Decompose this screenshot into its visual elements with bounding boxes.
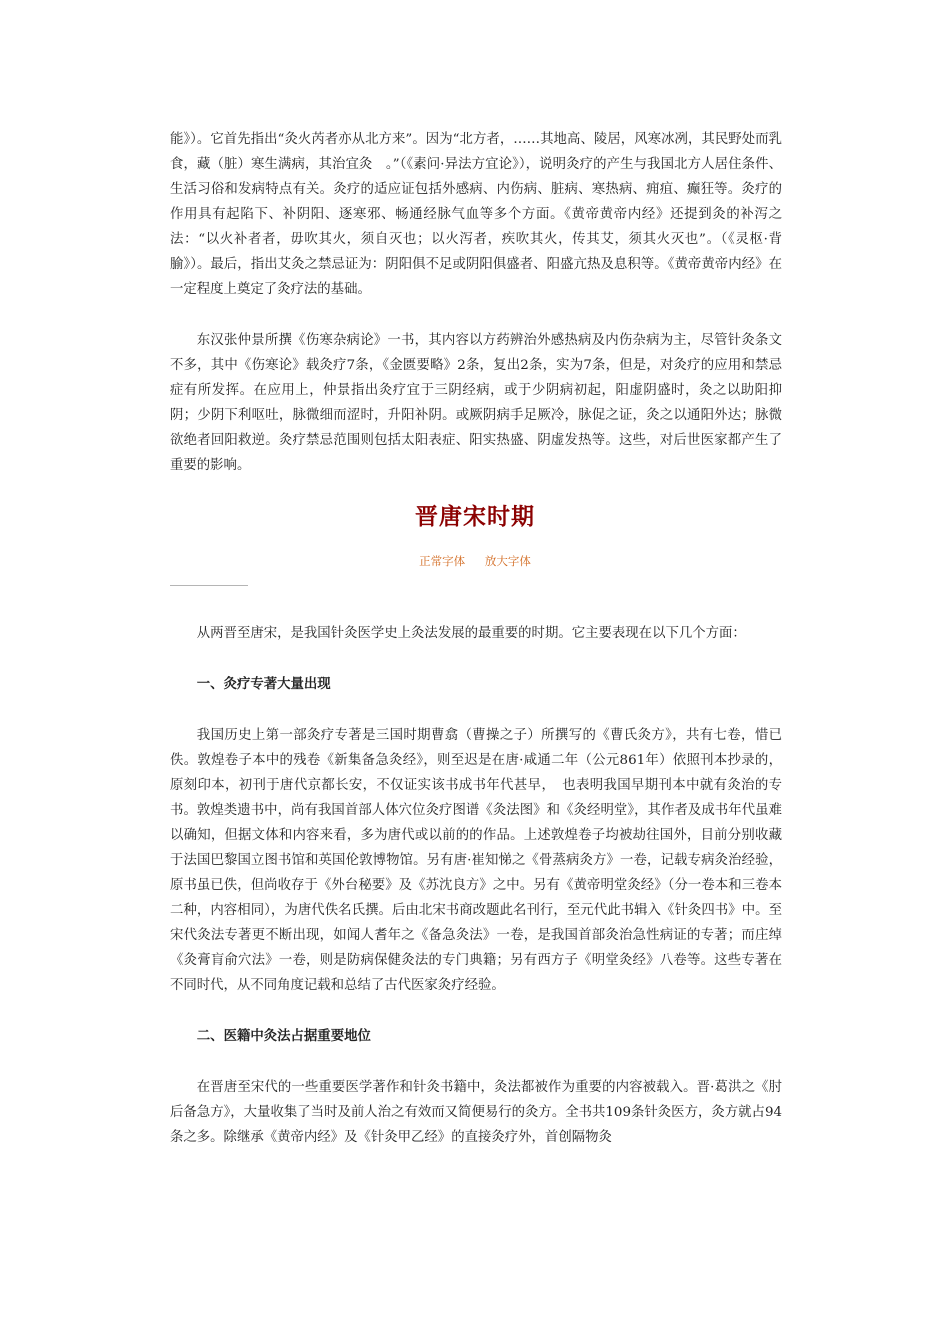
divider <box>170 585 248 586</box>
intro-text <box>170 127 782 478</box>
section-title: 晋唐宋时期 <box>415 504 535 530</box>
subheading: 一、灸疗专著大量出现 <box>196 677 331 692</box>
normal-font-link[interactable]: 正常字体 <box>419 554 466 568</box>
lead-paragraph: 从两晋至唐宋，是我国针灸医学史上灸法发展的最重要的时期。它主要表现在以下几个方面： <box>196 626 746 641</box>
paragraph: 在晋唐至宋代的一些重要医学著作和针灸书籍中，灸法都被作为重要的内容被载入。晋·葛洪之《肘后备急方》，大量收集了当时及前人治之有效而又简便易行的灸方。全书共109条针灸医方，灸方就占94条之多。除继承《黄帝内经》及《针灸甲乙经》的直接灸疗外，首创隔物灸 <box>170 1080 782 1145</box>
subheading: 二、医籍中灸法占据重要地位 <box>196 1029 371 1044</box>
paragraph: 能》）。它首先指出“灸火芮者亦从北方来”。因为“北方者，……其地高、陵居，风寒冰冽，其民野处而乳食，藏（脏）寒生满病，其治宜灸 。”（《素问·异法方宜论》），说明灸疗的产生与我国北方人居住条件、生活习俗和发病特点有关。灸疗的适应证包括外感病、内伤病、脏病、寒热病、痈疽、癫狂等。灸疗的作用具有起陷下、补阴阳、逐寒邪、畅通经脉气血等多个方面。《黄帝黄帝内经》还提到灸的补泻之法：“以火补者者，毋吹其火，须自灭也；以火泻者，疾吹其火，传其艾，须其火灭也”。（《灵枢·背腧》）。最后，指出艾灸之禁忌证为：阴阳俱不足或阴阳俱盛者、阳盛亢热及息积等。《黄帝黄帝内经》在一定程度上奠定了灸疗法的基础。 <box>170 132 782 297</box>
section-body <box>170 621 782 1150</box>
paragraph: 东汉张仲景所撰《伤寒杂病论》一书，其内容以方药辨治外感热病及内伤杂病为主，尽管针灸条文不多，其中《伤寒论》载灸疗7条，《金匮要略》2条，复出2条，实为7条，但是，对灸疗的应用和禁忌症有所发挥。在应用上，仲景指出灸疗宜于三阴经病，或于少阴病初起，阳虚阴盛时，灸之以助阳抑阴；少阴下利呕吐，脉微细而涩时，升阳补阴。或厥阴病手足厥冷，脉促之证，灸之以通阳外达；脉微欲绝者回阳救逆。灸疗禁忌范围则包括太阳表症、阳实热盛、阴虚发热等。这些，对后世医家都产生了重要的影响。 <box>170 333 782 473</box>
font-size-controls <box>0 553 950 569</box>
large-font-link[interactable]: 放大字体 <box>484 554 531 568</box>
paragraph: 我国历史上第一部灸疗专著是三国时期曹翕（曹操之子）所撰写的《曹氏灸方》，共有七卷，惜已佚。敦煌卷子本中的残卷《新集备急灸经》，则至迟是在唐·咸通二年（公元861年）依照刊本抄录的，原刻印本，初刊于唐代京都长安，不仅证实该书成书年代甚早， 也表明我国早期刊本中就有灸治的专书。敦煌类遗书中，尚有我国首部人体穴位灸疗图谱《灸法图》和《灸经明堂》，其作者及成书年代虽难以确知，但据文体和内容来看，多为唐代或以前的的作品。上述敦煌卷子均被劫往国外，目前分别收藏于法国巴黎国立图书馆和英国伦敦博物馆。另有唐·崔知悌之《骨蒸病灸方》一卷，记载专病灸治经验，原书虽已佚，但尚收存于《外台秘要》及《苏沈良方》之中。另有《黄帝明堂灸经》（分一卷本和三卷本二种，内容相同），为唐代佚名氏撰。后由北宋书商改题此名刊行，至元代此书辑入《针灸四书》中。至宋代灸法专著更不断出现，如闻人耆年之《备急灸法》一卷，是我国首部灸治急性病证的专著；而庄绰《灸膏肓俞穴法》一卷，则是防病保健灸法的专门典籍；另有西方子《明堂灸经》八卷等。这些专著在不同时代，从不同角度记载和总结了古代医家灸疗经验。 <box>170 728 782 993</box>
